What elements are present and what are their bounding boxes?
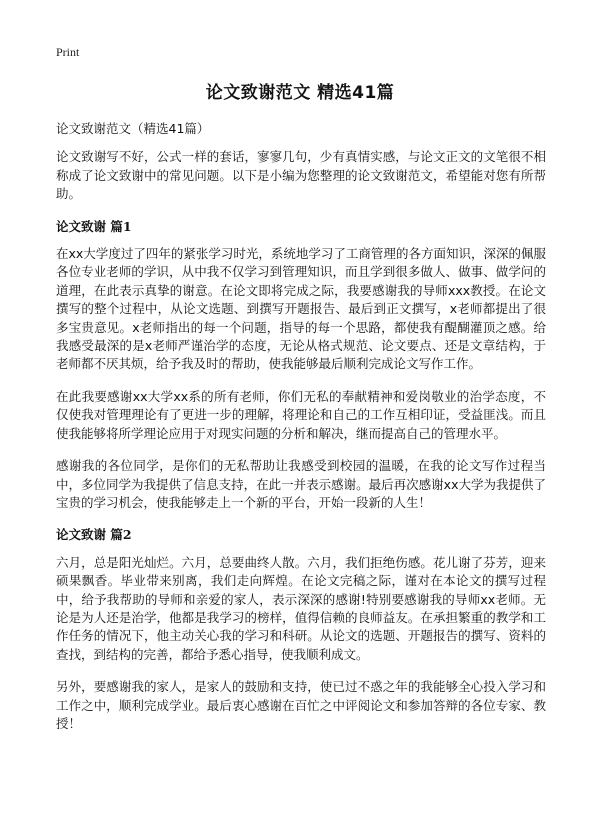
document-subtitle: 论文致谢范文（精选41篇） [56, 121, 210, 136]
document-title: 论文致谢范文 精选41篇 [205, 83, 395, 103]
section-1-paragraph: 感谢我的各位同学，是你们的无私帮助让我感受到校园的温暖，在我的论文写作过程当中，多位同学为我提供了信息支持，在此一并表示感谢。最后再次感谢xx大学为我提供了宝贵的学习机会，使我能够走上一个新的平台，开始一段新的人生！ [56, 458, 546, 510]
section-2-paragraph: 另外，要感谢我的家人，是家人的鼓励和支持，使已过不惑之年的我能够全心投入学习和工作之中，顺利完成学业。最后衷心感谢在百忙之中评阅论文和参加答辩的各位专家、教授！ [56, 679, 546, 731]
document-body [56, 120, 546, 747]
print-label: Print [56, 45, 80, 59]
section-heading-1: 论文致谢 篇1 [56, 218, 132, 234]
section-1-paragraph: 在此我要感谢xx大学xx系的所有老师，你们无私的奉献精神和爱岗敬业的治学态度，不仅使我对管理理论有了更进一步的理解，将理论和自己的工作互相印证，受益匪浅。而且使我能够将所学理论应用于对现实问题的分析和解决，继而提高自己的管理水平。 [56, 388, 546, 441]
section-2-paragraph: 六月，总是阳光灿烂。六月，总要曲终人散。六月，我们拒绝伤感。花儿谢了芬芳，迎来硕果飘香。毕业带来别离，我们走向辉煌。在论文完稿之际，谨对在本论文的撰写过程中，给予我帮助的导师和亲爱的家人，表示深深的感谢!特别要感谢我的导师xx老师。无论是为人还是治学，他都是我学习的榜样，值得信赖的良师益友。在承担繁重的教学和工作任务的情况下，他主动关心我的学习和科研。从论文的选题、开题报告的撰写、资料的查找，到结构的完善，都给予悉心指导，使我顺利成文。 [56, 554, 546, 662]
intro-paragraph: 论文致谢写不好，公式一样的套话，寥寥几句，少有真情实感，与论文正文的文笔很不相称成了论文致谢中的常见问题。以下是小编为您整理的论文致谢范文，希望能对您有所帮助。 [56, 149, 546, 202]
section-1-paragraph: 在xx大学度过了四年的紧张学习时光，系统地学习了工商管理的各方面知识，深深的佩服各位专业老师的学识，从中我不仅学习到管理知识，而且学到很多做人、做事、做学问的道理，在此表示真挚的谢意。在论文即将完成之际，我要感谢我的导师xxx教授。在论文撰写的整个过程中，从论文选题、到撰写开题报告、最后到正文撰写，x老师都提出了很多宝贵意见。x老师指出的每一个问题，指导的每一个思路，都使我有醍醐灌顶之感。给我感受最深的是x老师严谨治学的态度，无论从格式规范、论文要点、还是文章结构，于老师都不厌其烦，给予我及时的帮助，使我能够最后顺利完成论文写作工作。 [56, 246, 546, 372]
section-heading-2: 论文致谢 篇2 [56, 527, 132, 543]
